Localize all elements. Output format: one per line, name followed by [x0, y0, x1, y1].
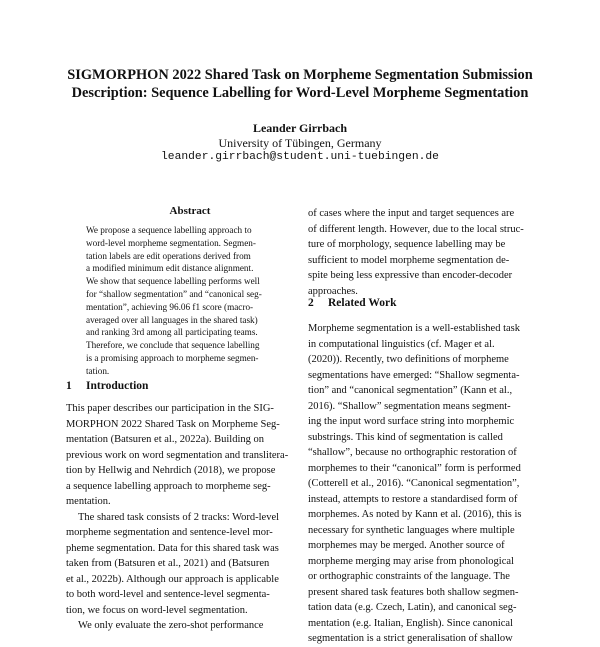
- body-line: previous work on word segmentation and translitera-: [66, 449, 289, 461]
- abstract-line: is a promising approach to morpheme segmen-: [86, 352, 259, 363]
- abstract-line: for “shallow segmentation” and “canonical seg-: [86, 288, 262, 299]
- abstract-body: [86, 224, 280, 378]
- abstract-line: We show that sequence labelling performs well: [86, 276, 260, 287]
- body-line: sufficient to model morpheme segmentation de-: [308, 254, 510, 266]
- body-line: mentation.: [66, 496, 111, 507]
- author-affiliation: University of Tübingen, Germany: [218, 136, 382, 150]
- body-line: (Cotterell et al., 2016). “Canonical segmentation”,: [308, 478, 520, 489]
- body-line: We only evaluate the zero-shot performance: [78, 620, 264, 631]
- body-line: “shallow”, because no orthographic restoration of: [308, 447, 517, 458]
- body-line: taken from (Batsuren et al., 2021) and (Batsuren: [66, 558, 270, 569]
- body-line: tion, we focus on word-level segmentation.: [66, 604, 248, 616]
- body-line: Morpheme segmentation is a well-established task: [308, 323, 520, 334]
- body-line: mentation (e.g. Italian, English). Since canonical: [308, 617, 513, 629]
- author-name: Leander Girrbach: [252, 121, 348, 135]
- abstract-line: tation.: [86, 365, 110, 376]
- body-line: morphemes. As noted by Kann et al. (2016), this is: [308, 509, 522, 520]
- right-column-continuation: [308, 206, 524, 299]
- body-line: spite being less expressive than encoder-decoder: [308, 270, 513, 281]
- body-line: MORPHON 2022 Shared Task on Morpheme Seg-: [66, 418, 280, 430]
- body-line: segmentation is a strict generalisation of shallow: [308, 633, 513, 644]
- abstract-line: and ranking 3rd among all participating teams.: [86, 327, 258, 338]
- body-line: mentation (Batsuren et al., 2022a). Building on: [66, 434, 265, 445]
- related-work-body: [308, 321, 521, 647]
- body-line: of different length. However, due to the local struc-: [308, 223, 524, 235]
- body-line: morpheme segmentation and sentence-level mor-: [66, 527, 273, 538]
- title-line: Description: Sequence Labelling for Word-Level Morpheme Segmentation: [71, 85, 529, 101]
- body-line: This paper describes our participation in the SIG-: [66, 403, 274, 414]
- body-line: 2016). “Shallow” segmentation means segment-: [308, 400, 511, 412]
- abstract-line: mentation”, achieving 96.06 f1 score (macro-: [86, 301, 254, 312]
- body-line: (2020)). Recently, two definitions of morpheme: [308, 354, 509, 365]
- section-title: Related Work: [328, 297, 397, 309]
- body-line: tion” and “canonical segmentation” (Kann et al.,: [308, 385, 513, 396]
- body-line: morphemes may be merged. Another source of: [308, 540, 505, 551]
- paper-title: [40, 66, 560, 102]
- abstract-line: Therefore, we conclude that sequence labelling: [86, 340, 260, 351]
- section-heading-related-work: [308, 297, 396, 309]
- body-line: morphemes to their “canonical” form is performed: [308, 462, 521, 474]
- section-title: Introduction: [86, 380, 149, 392]
- abstract-line: a modified minimum edit distance alignment.: [86, 263, 254, 274]
- body-line: et al., 2022b). Although our approach is applicable: [66, 573, 279, 585]
- body-line: in computational linguistics (cf. Mager et al.: [308, 338, 495, 350]
- body-line: tation data (e.g. Czech, Latin), and canonical seg-: [308, 602, 517, 613]
- body-line: present shared task features both shallow segmen-: [308, 586, 519, 598]
- body-line: morpheme merging may arise from phonological: [308, 555, 514, 567]
- abstract-heading: Abstract: [169, 205, 211, 217]
- body-line: pheme segmentation. Data for this shared task was: [66, 542, 279, 554]
- body-line: of cases where the input and target sequences are: [308, 208, 515, 219]
- section-number: 2: [308, 297, 314, 309]
- body-line: to both word-level and sentence-level segmenta-: [66, 589, 270, 600]
- body-line: tion by Hellwig and Nehrdich (2018), we propose: [66, 465, 276, 476]
- title-line: SIGMORPHON 2022 Shared Task on Morpheme Segmentation Submission: [67, 67, 533, 83]
- introduction-body: [66, 401, 288, 634]
- body-line: segmentations have emerged: “Shallow segmenta-: [308, 369, 520, 381]
- body-line: necessary for synthetic languages where multiple: [308, 524, 515, 536]
- body-line: or orthographic constraints of the language. The: [308, 571, 510, 582]
- body-line: instead, attempts to restore a standardised form of: [308, 493, 518, 505]
- body-line: substrings. This kind of segmentation is called: [308, 431, 503, 443]
- abstract-line: averaged over all languages in the shared task): [86, 314, 258, 325]
- abstract-line: word-level morpheme segmentation. Segmen-: [86, 237, 256, 248]
- author-email: leander.girrbach@student.uni-tuebingen.de: [161, 151, 439, 163]
- section-number: 1: [66, 380, 72, 392]
- section-heading-introduction: [66, 380, 148, 392]
- body-line: approaches.: [308, 285, 358, 297]
- body-line: ing the input word surface string into morphemic: [308, 416, 515, 427]
- abstract-line: tation labels are edit operations derived from: [86, 250, 251, 261]
- abstract-line: We propose a sequence labelling approach to: [86, 225, 252, 235]
- body-line: ture of morphology, sequence labelling may be: [308, 239, 506, 250]
- body-line: The shared task consists of 2 tracks: Word-level: [78, 511, 280, 523]
- body-line: a sequence labelling approach to morpheme seg-: [66, 480, 271, 492]
